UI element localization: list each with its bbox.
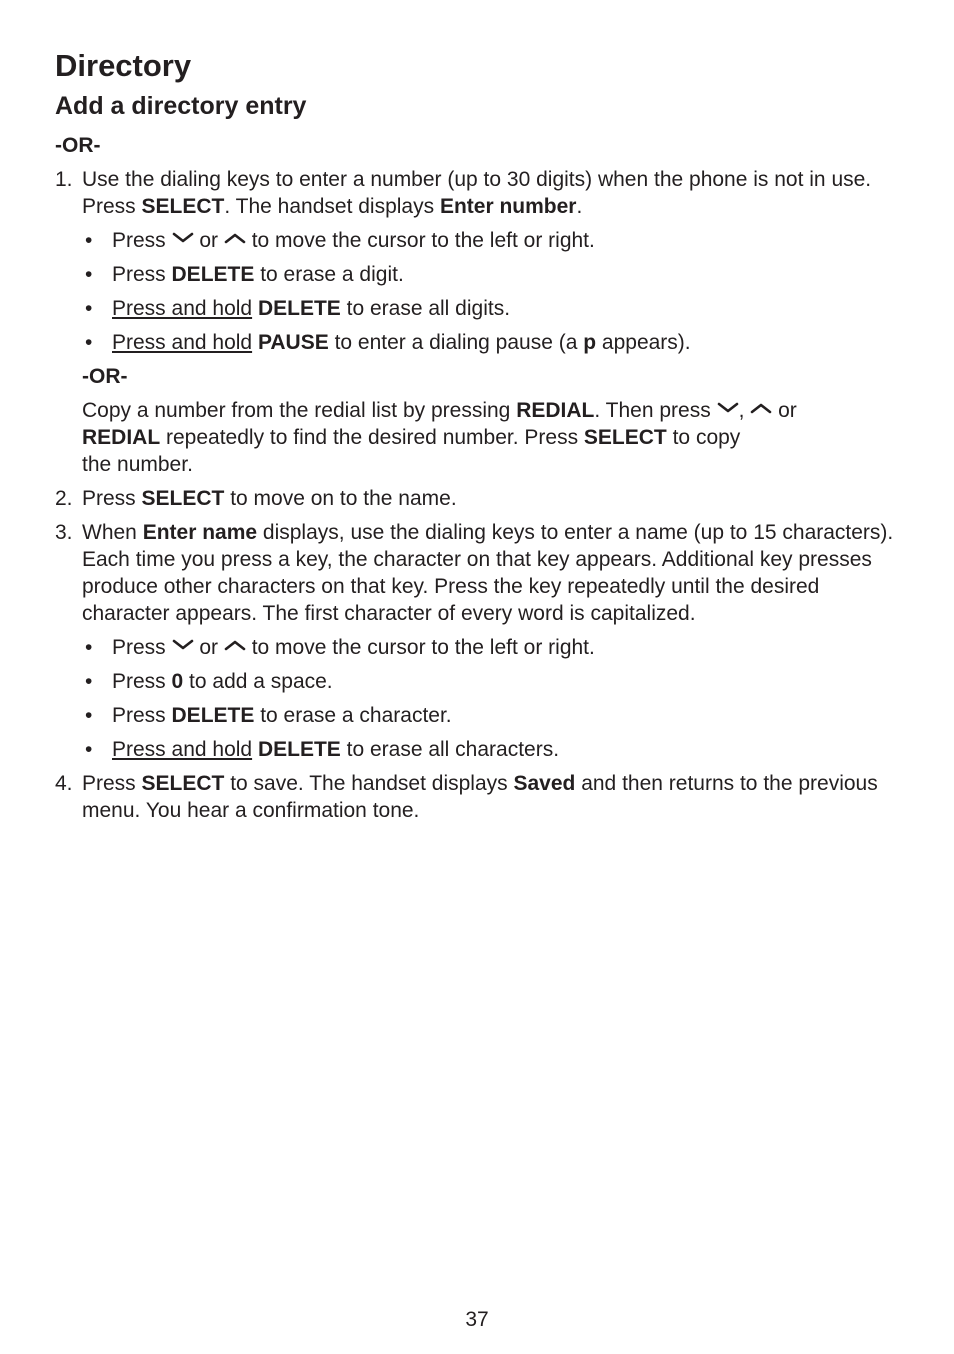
- chevron-up-icon: [750, 401, 772, 415]
- step-1: [55, 166, 905, 478]
- chevron-up-icon: [224, 231, 246, 245]
- key-delete: DELETE: [171, 704, 255, 727]
- step-text: Press SELECT to move on to the name.: [82, 487, 457, 510]
- key-redial: REDIAL: [516, 399, 595, 422]
- list-item: • Press and hold PAUSE to enter a dialing pause (a p appears).: [85, 331, 691, 354]
- step-number: 3.: [55, 521, 73, 544]
- list-item: • Press and hold DELETE to erase all characters.: [85, 738, 560, 761]
- key-select: SELECT: [141, 195, 225, 218]
- key-select: SELECT: [141, 772, 225, 795]
- chevron-down-icon: [717, 401, 739, 415]
- or-separator-top: -OR-: [55, 134, 101, 157]
- page-number: 37: [465, 1308, 489, 1331]
- list-item: • Press and hold DELETE to erase all digits.: [85, 297, 511, 320]
- key-pause: PAUSE: [257, 331, 329, 354]
- key-delete: DELETE: [257, 297, 341, 320]
- step-text: Press SELECT to save. The handset displays Saved and then returns to the previous menu. You hear a confirmation tone.: [82, 772, 878, 822]
- step-4: [55, 770, 905, 824]
- chevron-down-icon: [172, 231, 194, 245]
- step-1-bullets: [82, 227, 905, 363]
- section-title: Directory: [55, 48, 192, 83]
- step-number: 1.: [55, 168, 73, 191]
- step-3-bullets: [82, 634, 905, 770]
- copy-from-redial-text: Copy a number from the redial list by pressing REDIAL. Then press , or REDIAL repeatedly to find the desired number. Press SELECT to copy the number.: [82, 399, 797, 476]
- subsection-title: Add a directory entry: [55, 92, 307, 120]
- list-item: • Press DELETE to erase a character.: [85, 704, 452, 727]
- step-number: 4.: [55, 772, 73, 795]
- list-item: • Press DELETE to erase a digit.: [85, 263, 404, 286]
- key-redial: REDIAL: [82, 426, 161, 449]
- key-zero: 0: [171, 670, 184, 693]
- step-2: [55, 485, 905, 512]
- instructions: [55, 132, 905, 831]
- list-item: • Press 0 to add a space.: [85, 670, 333, 693]
- step-text: Use the dialing keys to enter a number (up to 30 digits) when the phone is not in use. Press SELECT. The handset displays Enter number.: [82, 168, 872, 218]
- display-enter-number: Enter number: [439, 195, 577, 218]
- display-saved: Saved: [513, 772, 576, 795]
- step-number: 2.: [55, 487, 73, 510]
- or-separator-inner: -OR-: [82, 365, 128, 388]
- chevron-down-icon: [172, 638, 194, 652]
- step-text: When Enter name displays, use the dialing keys to enter a name (up to 15 characters). Each time you press a key, the character on that key appears. Additional key presses produce other characters on that key. Press the key repeatedly until the desired character appears. The first character of every word is capitalized.: [82, 521, 894, 625]
- key-delete: DELETE: [257, 738, 341, 761]
- step-3: [55, 519, 905, 770]
- display-enter-name: Enter name: [142, 521, 258, 544]
- chevron-up-icon: [224, 638, 246, 652]
- key-delete: DELETE: [171, 263, 255, 286]
- list-item: • Press or to move the cursor to the left or right.: [85, 636, 595, 659]
- list-item: • Press or to move the cursor to the left or right.: [85, 229, 595, 252]
- key-select: SELECT: [583, 426, 667, 449]
- key-select: SELECT: [141, 487, 225, 510]
